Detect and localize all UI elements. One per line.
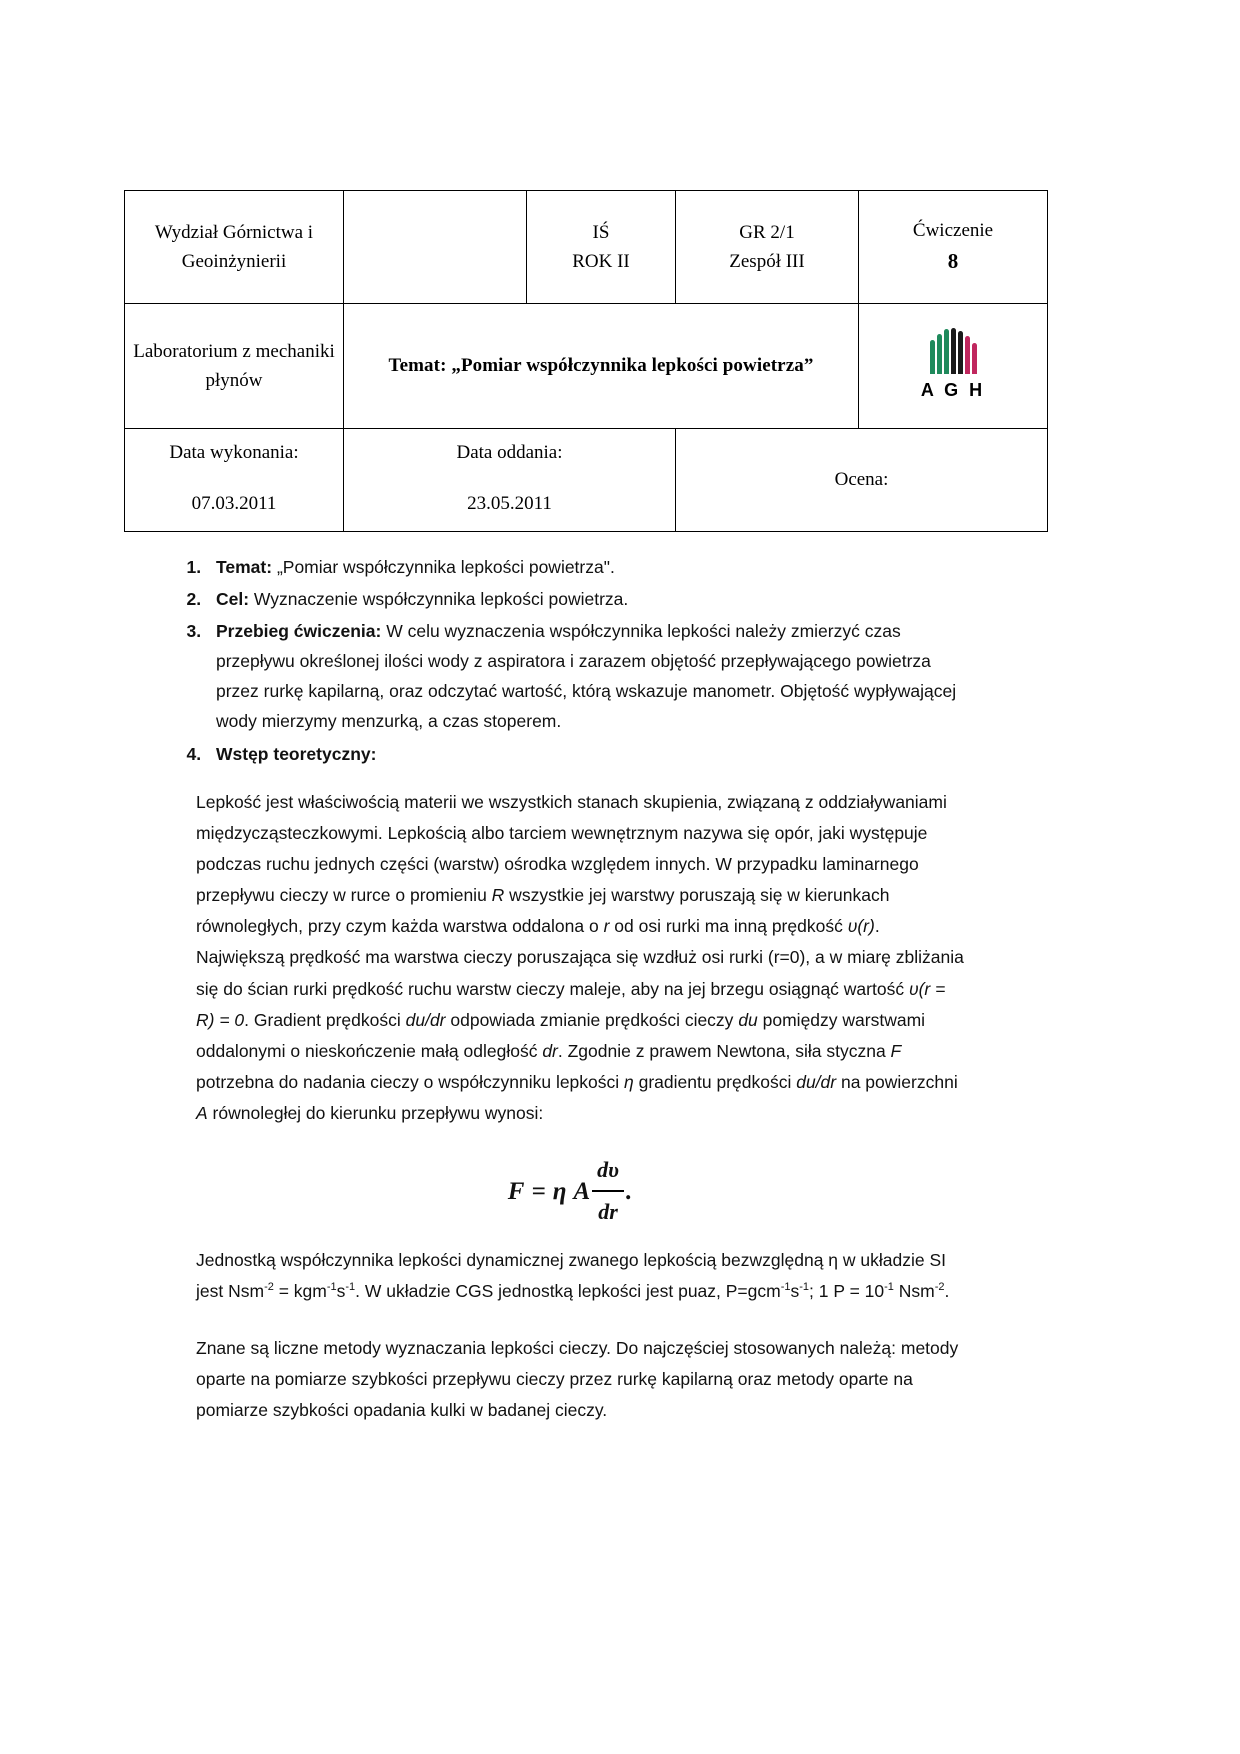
symbol-F: F — [890, 1040, 902, 1061]
exercise-number: 8 — [947, 249, 959, 274]
theory-text-k: na powierzchni — [836, 1071, 958, 1092]
theory-text-h: . Zgodnie z prawem Newtona, siła styczna — [557, 1040, 891, 1061]
numbered-section-list — [170, 552, 970, 769]
list-item — [206, 739, 970, 769]
agh-bar-6 — [965, 336, 970, 374]
sup-minus-1-d: -1 — [799, 1281, 810, 1294]
theory-text-j: gradientu prędkości — [633, 1071, 797, 1092]
exercise-label: Ćwiczenie — [912, 220, 994, 241]
symbol-A: A — [196, 1103, 208, 1124]
course-cell — [527, 191, 676, 304]
theory-text-g: pomiędzy warstwami oddalonymi o nieskończenie małą odległość — [196, 1009, 926, 1061]
agh-logo-text: A G H — [920, 379, 986, 400]
report-header-table — [124, 190, 1048, 532]
units-text-1: Jednostką współczynnika lepkości dynamicznej zwanego lepkością bezwzględną η w układzie SI jest Nsm — [196, 1249, 946, 1301]
grade-cell — [676, 429, 1048, 532]
symbol-R: R — [491, 885, 505, 906]
team-number: Zespół III — [729, 251, 805, 272]
formula-numerator: dυ — [592, 1151, 624, 1192]
symbol-du: du — [738, 1009, 758, 1030]
sup-minus-1-a: -1 — [326, 1281, 337, 1294]
agh-logo — [865, 328, 1041, 405]
sup-minus-1-c: -1 — [780, 1281, 791, 1294]
header-row-date-labels — [125, 429, 1048, 478]
symbol-v-at-R: υ(r = R) = 0 — [196, 978, 946, 1030]
course-field: IŚ — [592, 221, 610, 243]
formula-period: . — [625, 1177, 633, 1205]
item-text-3: W celu wyznaczenia współczynnika lepkości należy zmierzyć czas przepływu określonej ilości wody z aspiratora i zarazem objętość przepływającego powietrza przez rurkę kapilarną, oraz odczytać wartość, którą wskazuje manometr. Objętość wypływającej wody mierzymy menzurką, a czas stoperem. — [216, 621, 957, 732]
item-lead-3: Przebieg ćwiczenia: — [216, 621, 382, 642]
theory-text-d: . Największą prędkość ma warstwa cieczy poruszająca się wzdłuż osi rurki (r=0), a w miarę zbliżania się do ścian rurki prędkość ruchu warstw cieczy maleje, aby na jej brzegu osiągnąć wartość — [196, 916, 964, 999]
agh-bar-4 — [951, 328, 956, 374]
list-item — [206, 552, 970, 582]
item-lead-4: Wstęp teoretyczny: — [216, 743, 377, 764]
newton-viscosity-formula — [170, 1151, 970, 1231]
units-text-6: ; 1 P = 10 — [809, 1281, 885, 1301]
course-year: ROK II — [572, 251, 630, 272]
agh-bar-1 — [930, 340, 935, 374]
units-text-8: . — [944, 1281, 950, 1301]
report-body — [170, 552, 970, 1427]
theory-text-a: Lepkość jest właściwością materii we wszystkich stanach skupienia, związaną z oddziaływaniami międzycząsteczkowymi. Lepkością albo tarciem wewnętrznym nazywa się opór, jaki występuje podczas ruchu jednych części (warstw) ośrodka względem innych. W przypadku laminarnego przepływu cieczy w rurce o promieniu — [196, 791, 947, 906]
sup-minus-1-b: -1 — [345, 1281, 356, 1294]
theory-paragraph — [196, 787, 968, 1130]
units-text-7: Nsm — [893, 1281, 935, 1301]
exercise-cell — [859, 191, 1048, 304]
agh-bar-5 — [958, 331, 963, 374]
list-item — [206, 584, 970, 614]
faculty-cell: Wydział Górnictwa i Geoinżynierii — [125, 191, 344, 304]
header-row-topic — [125, 304, 1048, 429]
agh-bar-2 — [937, 334, 942, 374]
units-paragraph — [196, 1245, 968, 1307]
topic-cell: Temat: „Pomiar współczynnika lepkości powietrza” — [344, 304, 859, 429]
theory-text-c: od osi rurki ma inną prędkość — [609, 916, 848, 937]
agh-bars-icon — [930, 328, 977, 374]
theory-text-b: wszystkie jej warstwy poruszają się w kierunkach równoległych, przy czym każda warstwa oddalona o — [196, 885, 890, 937]
grade-label: Ocena: — [834, 469, 889, 491]
symbol-dr: dr — [542, 1040, 558, 1061]
agh-bar-3 — [944, 329, 949, 374]
date-done-value: 07.03.2011 — [125, 477, 344, 532]
formula-expression — [508, 1151, 632, 1231]
formula-lhs: F — [507, 1177, 525, 1205]
theory-text-l: równoległej do kierunku przepływu wynosi: — [207, 1103, 544, 1124]
sup-minus-2-b: -2 — [934, 1281, 945, 1294]
symbol-dudr: du/dr — [405, 1009, 446, 1030]
formula-eta: η — [552, 1177, 567, 1205]
logo-cell — [859, 304, 1048, 429]
item-lead-2: Cel: — [216, 589, 250, 610]
units-text-2: = kgm — [273, 1281, 327, 1301]
theory-text-i: potrzebna do nadania cieczy o współczynniku lepkości — [196, 1071, 625, 1092]
date-done-label: Data wykonania: — [125, 429, 344, 478]
formula-area: A — [573, 1177, 591, 1205]
date-submitted-label: Data oddania: — [344, 429, 676, 478]
formula-equals: = — [531, 1177, 546, 1205]
units-text-4: . W układzie CGS jednostką lepkości jest puaz, P=gcm — [355, 1281, 781, 1301]
blank-cell — [344, 191, 527, 304]
symbol-v-of-r: υ(r) — [847, 916, 875, 937]
item-text-2: Wyznaczenie współczynnika lepkości powietrza. — [249, 589, 629, 610]
date-submitted-value: 23.05.2011 — [344, 477, 676, 532]
item-lead-1: Temat: — [216, 557, 273, 577]
formula-fraction — [592, 1151, 624, 1231]
methods-paragraph: Znane są liczne metody wyznaczania lepkości cieczy. Do najczęściej stosowanych należą: metody oparte na pomiarze szybkości przepływu cieczy przez rurkę kapilarną oraz metody oparte na pomiarze szybkości opadania kulki w badanej cieczy. — [196, 1338, 959, 1421]
units-text-5: s — [790, 1281, 800, 1301]
symbol-dudr-2: du/dr — [796, 1071, 837, 1092]
item-text-1: „Pomiar współczynnika lepkości powietrza". — [272, 557, 615, 577]
symbol-eta: η — [624, 1071, 634, 1092]
theory-text-e: . Gradient prędkości — [244, 1009, 406, 1030]
symbol-r: r — [603, 916, 610, 937]
sup-minus-1-e: -1 — [884, 1281, 894, 1294]
group-cell — [676, 191, 859, 304]
group-number: GR 2/1 — [739, 221, 795, 243]
formula-denominator: dr — [598, 1199, 618, 1225]
agh-bar-7 — [972, 343, 977, 374]
units-text-3: s — [336, 1281, 346, 1301]
header-row-identification — [125, 191, 1048, 304]
list-item — [206, 616, 970, 736]
theory-text-f: odpowiada zmianie prędkości cieczy — [445, 1009, 739, 1030]
laboratory-cell: Laboratorium z mechaniki płynów — [125, 304, 344, 429]
sup-minus-2-a: -2 — [264, 1281, 274, 1294]
